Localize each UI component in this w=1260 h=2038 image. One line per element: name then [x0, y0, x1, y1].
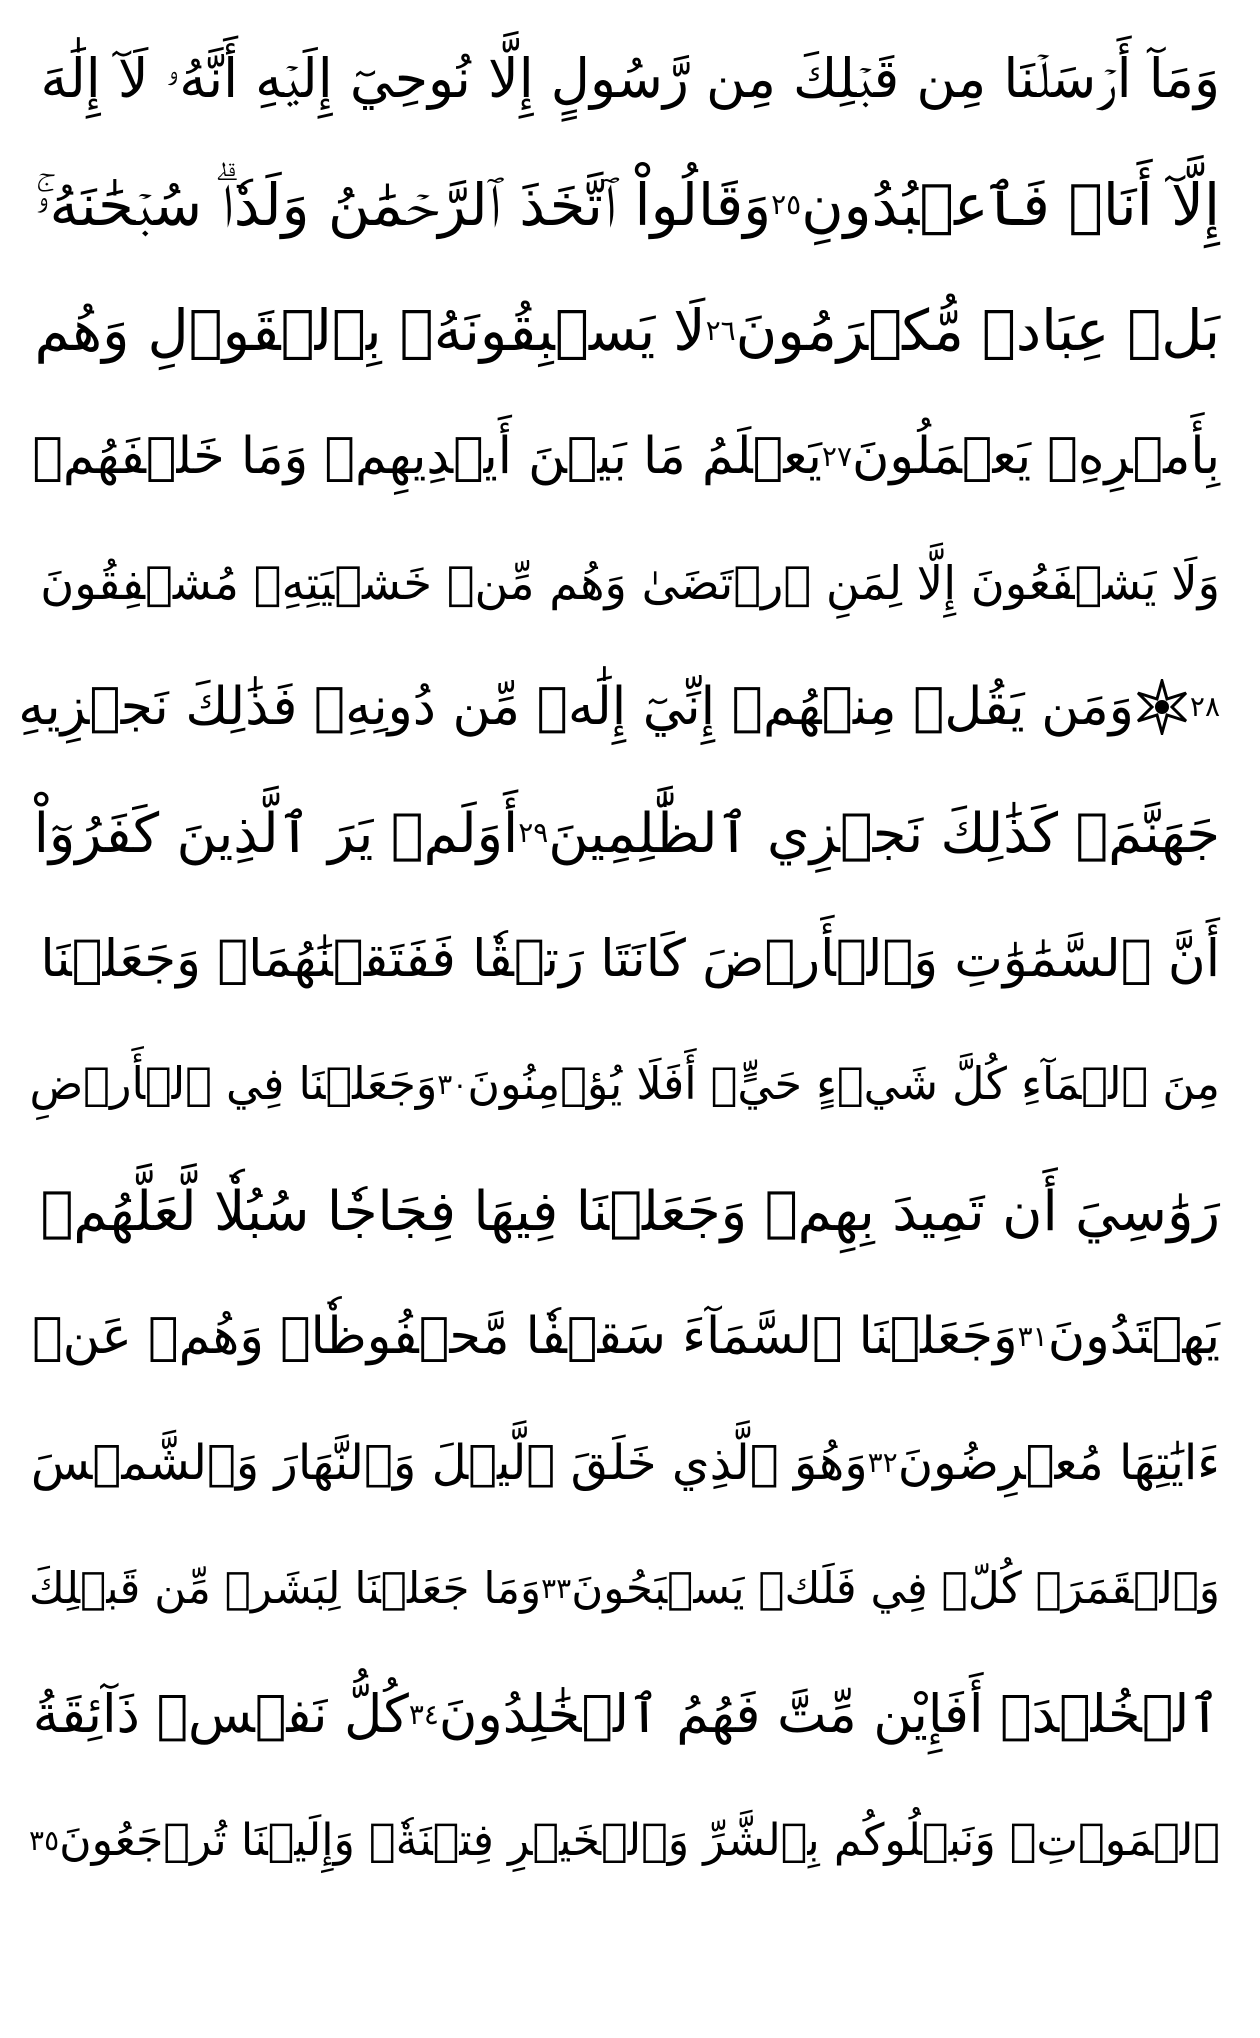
text-line — [32, 1278, 1220, 1396]
mushaf-page — [18, 20, 1220, 2020]
verse-text: ٱلۡخُلۡدَۖ أَفَإِيْن مِّتَّ فَهُمُ ٱلۡخَٰلِدُونَ — [438, 1684, 1220, 1745]
verse-text: جَهَنَّمَۚ كَذَٰلِكَ نَجۡزِي ٱلظَّٰلِمِينَ — [548, 801, 1220, 865]
ayah-number-marker — [706, 292, 736, 370]
text-line — [34, 272, 1220, 390]
ayah-number-marker — [29, 1802, 59, 1880]
text-line — [35, 146, 1220, 264]
verse-text: وَٱلۡقَمَرَۖ كُلّٞ فِي فَلَكٖ يَسۡبَحُونَ — [571, 1563, 1220, 1614]
verse-text: رَوَٰسِيَ أَن تَمِيدَ بِهِمۡ وَجَعَلۡنَا فِيهَا فِجَاجٗا سُبُلٗا لَّعَلَّهُمۡ — [40, 1179, 1220, 1243]
verse-text: أَوَلَمۡ يَرَ ٱلَّذِينَ كَفَرُوٓاْ — [33, 801, 519, 865]
verse-text: كُلُّ نَفۡسٖ ذَآئِقَةُ — [32, 1684, 409, 1745]
verse-text: يَعۡلَمُ مَا بَيۡنَ أَيۡدِيهِمۡ وَمَا خَلۡفَهُمۡ — [32, 427, 822, 486]
text-line — [32, 398, 1220, 516]
ayah-number-marker — [1190, 668, 1220, 746]
verse-text: وَجَعَلۡنَا ٱلسَّمَآءَ سَقۡفٗا مَّحۡفُوظٗاۖ وَهُمۡ عَنۡ — [32, 1307, 1018, 1366]
text-line — [29, 1026, 1220, 1144]
verse-text: مِنَ ٱلۡمَآءِ كُلَّ شَيۡءٍ حَيٍّۚ أَفَلَا يُؤۡمِنُونَ — [467, 1059, 1220, 1110]
ayah-number: ٢٥ — [771, 188, 802, 221]
text-line — [32, 1656, 1220, 1774]
text-line — [30, 1404, 1220, 1522]
verse-text: وَجَعَلۡنَا فِي ٱلۡأَرۡضِ — [29, 1059, 438, 1110]
text-line — [40, 524, 1220, 642]
ayah-number: ٣٢ — [867, 1446, 898, 1479]
ayah-number-marker — [437, 1046, 467, 1124]
verse-text: وَقَالُواْ ٱتَّخَذَ ٱلرَّحۡمَٰنُ وَلَدٗاۗ سُبۡحَٰنَهُۥۚ — [35, 171, 772, 239]
verse-text: بِأَمۡرِهِۦ يَعۡمَلُونَ — [852, 427, 1220, 486]
ayah-number-marker — [541, 1550, 571, 1628]
ayah-number: ٣٤ — [408, 1698, 439, 1731]
ayah-number-marker — [868, 1424, 898, 1502]
ayah-number-marker — [822, 418, 852, 496]
ayah-number: ٢٨ — [1189, 690, 1220, 723]
hizb-star-icon — [1134, 679, 1190, 735]
verse-text: وَمَآ أَرۡسَلۡنَا مِن قَبۡلِكَ مِن رَّسُولٍ إِلَّا نُوحِيٓ إِلَيۡهِ أَنَّهُۥ لَآ إِلَٰهَ — [40, 47, 1220, 110]
text-line — [28, 1530, 1220, 1648]
verse-text: بَلۡ عِبَادٞ مُّكۡرَمُونَ — [735, 298, 1220, 364]
text-line — [40, 900, 1220, 1018]
ayah-number: ٣٥ — [29, 1824, 60, 1857]
verse-text: ءَايَٰتِهَا مُعۡرِضُونَ — [897, 1435, 1220, 1491]
verse-text: يَهۡتَدُونَ — [1047, 1307, 1220, 1366]
ayah-number-marker — [409, 1676, 439, 1754]
verse-text: ٱلۡمَوۡتِۗ وَنَبۡلُوكُم بِٱلشَّرِّ وَٱلۡخَيۡرِ فِتۡنَةٗۖ وَإِلَيۡنَا تُرۡجَعُونَ — [59, 1815, 1220, 1866]
ayah-number: ٣٣ — [541, 1572, 572, 1605]
text-line — [40, 1152, 1220, 1270]
verse-text: وَلَا يَشۡفَعُونَ إِلَّا لِمَنِ ٱرۡتَضَىٰ وَهُم مِّنۡ خَشۡيَتِهِۦ مُشۡفِقُونَ — [40, 556, 1220, 610]
verse-text: وَمَن يَقُلۡ مِنۡهُمۡ إِنِّيٓ إِلَٰهٞ مِّن دُونِهِۦ فَذَٰلِكَ نَجۡزِيهِ — [18, 677, 1134, 737]
verse-text: وَمَا جَعَلۡنَا لِبَشَرٖ مِّن قَبۡلِكَ — [28, 1563, 542, 1614]
ayah-number-marker — [518, 794, 548, 872]
verse-text: أَنَّ ٱلسَّمَٰوَٰتِ وَٱلۡأَرۡضَ كَانَتَا رَتۡقٗا فَفَتَقۡنَٰهُمَاۖ وَجَعَلۡنَا — [40, 929, 1220, 989]
text-line — [33, 774, 1220, 892]
ayah-number: ٢٦ — [705, 314, 736, 347]
ayah-number: ٢٧ — [821, 440, 852, 473]
text-line — [40, 20, 1220, 138]
ayah-number-marker — [771, 166, 801, 244]
ayah-number: ٣٠ — [437, 1068, 468, 1101]
verse-text: وَهُوَ ٱلَّذِي خَلَقَ ٱلَّيۡلَ وَٱلنَّهَارَ وَٱلشَّمۡسَ — [30, 1435, 868, 1491]
verse-text: إِلَّآ أَنَا۠ فَٱعۡبُدُونِ — [801, 171, 1220, 239]
ayah-number-marker — [1018, 1298, 1048, 1376]
ayah-number: ٢٩ — [518, 816, 549, 849]
ayah-number: ٣١ — [1017, 1320, 1048, 1353]
text-line — [29, 1782, 1220, 1900]
verse-text: لَا يَسۡبِقُونَهُۥ بِٱلۡقَوۡلِ وَهُم — [34, 298, 706, 364]
text-line — [18, 648, 1220, 766]
